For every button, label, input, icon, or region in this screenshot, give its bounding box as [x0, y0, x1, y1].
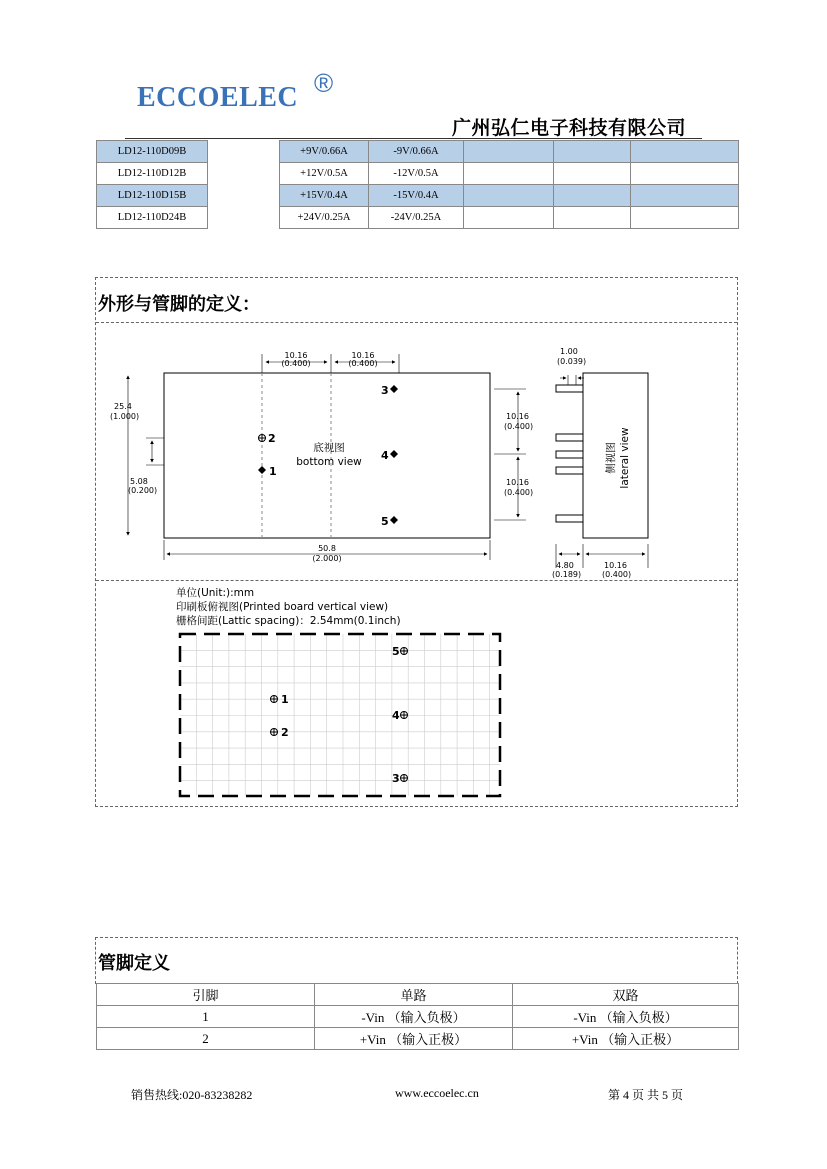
pcb-pin-markers	[270, 647, 408, 782]
table-row	[97, 207, 739, 229]
model-table	[96, 140, 739, 229]
svg-text:5: 5	[392, 645, 400, 658]
side-view-label-cn: 侧视图	[605, 442, 617, 474]
svg-text:5: 5	[381, 515, 389, 528]
header-cell: 双路	[513, 984, 739, 1006]
company-logo: ECCOELEC	[137, 82, 299, 113]
svg-text:(0.189): (0.189)	[552, 570, 582, 579]
svg-text:(1.000): (1.000)	[110, 412, 140, 421]
input-cell	[208, 141, 280, 229]
pin-5-marker	[390, 516, 398, 524]
svg-text:3: 3	[381, 384, 389, 397]
pin-4-marker	[390, 450, 398, 458]
footer-page-number: 第 4 页 共 5 页	[608, 1088, 684, 1102]
right-a-text: 10.16	[506, 412, 529, 421]
pcb-grid	[180, 634, 500, 796]
svg-text:(0.400): (0.400)	[281, 359, 311, 368]
pin-len-text: 4.80	[556, 561, 574, 570]
pcb-spacing-text: 栅格间距(Lattic spacing)：2.54mm(0.1inch)	[176, 615, 401, 627]
svg-text:3: 3	[392, 772, 400, 785]
svg-text:1: 1	[281, 693, 289, 706]
pcb-outline	[180, 634, 500, 796]
side-view-label-en: lateral view	[619, 427, 631, 489]
pcb-unit-text: 单位(Unit:):mm	[176, 587, 255, 599]
outline-section	[95, 277, 738, 807]
svg-text:4: 4	[392, 709, 400, 722]
svg-text:(0.400): (0.400)	[602, 570, 632, 579]
output2-cell: -9V/0.66A	[369, 141, 464, 163]
svg-text:(0.400): (0.400)	[348, 359, 378, 368]
model-cell: LD12-110D24B	[97, 207, 208, 229]
output1-cell: +12V/0.5A	[280, 163, 369, 185]
pin-1-marker	[258, 466, 266, 474]
header-cell: 引脚	[97, 984, 315, 1006]
svg-text:(0.039): (0.039)	[557, 357, 587, 366]
output2-cell: -15V/0.4A	[369, 185, 464, 207]
dim-a-text: 10.16	[284, 351, 308, 360]
top-dim-text: 1.00	[560, 347, 578, 356]
right-b-text: 10.16	[506, 478, 529, 487]
pin-def-title: 管脚定义	[98, 953, 170, 974]
table-row: 2 +Vin （输入正极） +Vin （输入正极）	[97, 1028, 739, 1050]
svg-text:1: 1	[269, 465, 277, 478]
height-text: 25.4	[114, 402, 132, 411]
header-divider	[125, 138, 702, 139]
pin-def-section	[95, 937, 738, 984]
svg-text:2: 2	[268, 432, 276, 445]
svg-text:2: 2	[281, 726, 289, 739]
depth-text: 10.16	[604, 561, 627, 570]
pin-def-table	[96, 983, 739, 1050]
side-view-pins	[556, 385, 583, 522]
svg-text:(0.200): (0.200)	[128, 486, 158, 495]
svg-text:(2.000): (2.000)	[312, 554, 342, 563]
output1-cell: +24V/0.25A	[280, 207, 369, 229]
outline-drawing	[96, 278, 737, 806]
table-row: 1 -Vin （输入负极） -Vin （输入负极）	[97, 1006, 739, 1028]
model-cell: LD12-110D15B	[97, 185, 208, 207]
offset-text: 5.08	[130, 477, 148, 486]
model-cell: LD12-110D09B	[97, 141, 208, 163]
pin-3-marker	[390, 385, 398, 393]
outline-title: 外形与管脚的定义：	[98, 294, 260, 315]
footer-website[interactable]: www.eccoelec.cn	[395, 1086, 479, 1100]
header-cell: 单路	[315, 984, 513, 1006]
output2-cell: -12V/0.5A	[369, 163, 464, 185]
output2-cell: -24V/0.25A	[369, 207, 464, 229]
bottom-view-label-en: bottom view	[296, 456, 362, 468]
output1-cell: +15V/0.4A	[280, 185, 369, 207]
bottom-view-label-cn: 底视图	[313, 442, 345, 454]
company-name: 广州弘仁电子科技有限公司	[452, 117, 687, 139]
dim-b-text: 10.16	[351, 351, 375, 360]
svg-text:(0.400): (0.400)	[504, 422, 534, 431]
svg-text:(0.400): (0.400)	[504, 488, 534, 497]
output1-cell: +9V/0.66A	[280, 141, 369, 163]
registered-mark: ®	[314, 68, 334, 98]
table-row	[97, 163, 739, 185]
table-row	[97, 141, 739, 163]
pin-2-marker	[258, 434, 266, 442]
table-row	[97, 185, 739, 207]
table-header-row	[97, 984, 739, 1006]
pcb-view-text: 印刷板俯视图(Printed board vertical view)	[176, 601, 389, 613]
footer-hotline: 销售热线:020-83238282	[131, 1088, 253, 1102]
width-text: 50.8	[318, 544, 336, 553]
model-cell: LD12-110D12B	[97, 163, 208, 185]
svg-text:4: 4	[381, 449, 389, 462]
